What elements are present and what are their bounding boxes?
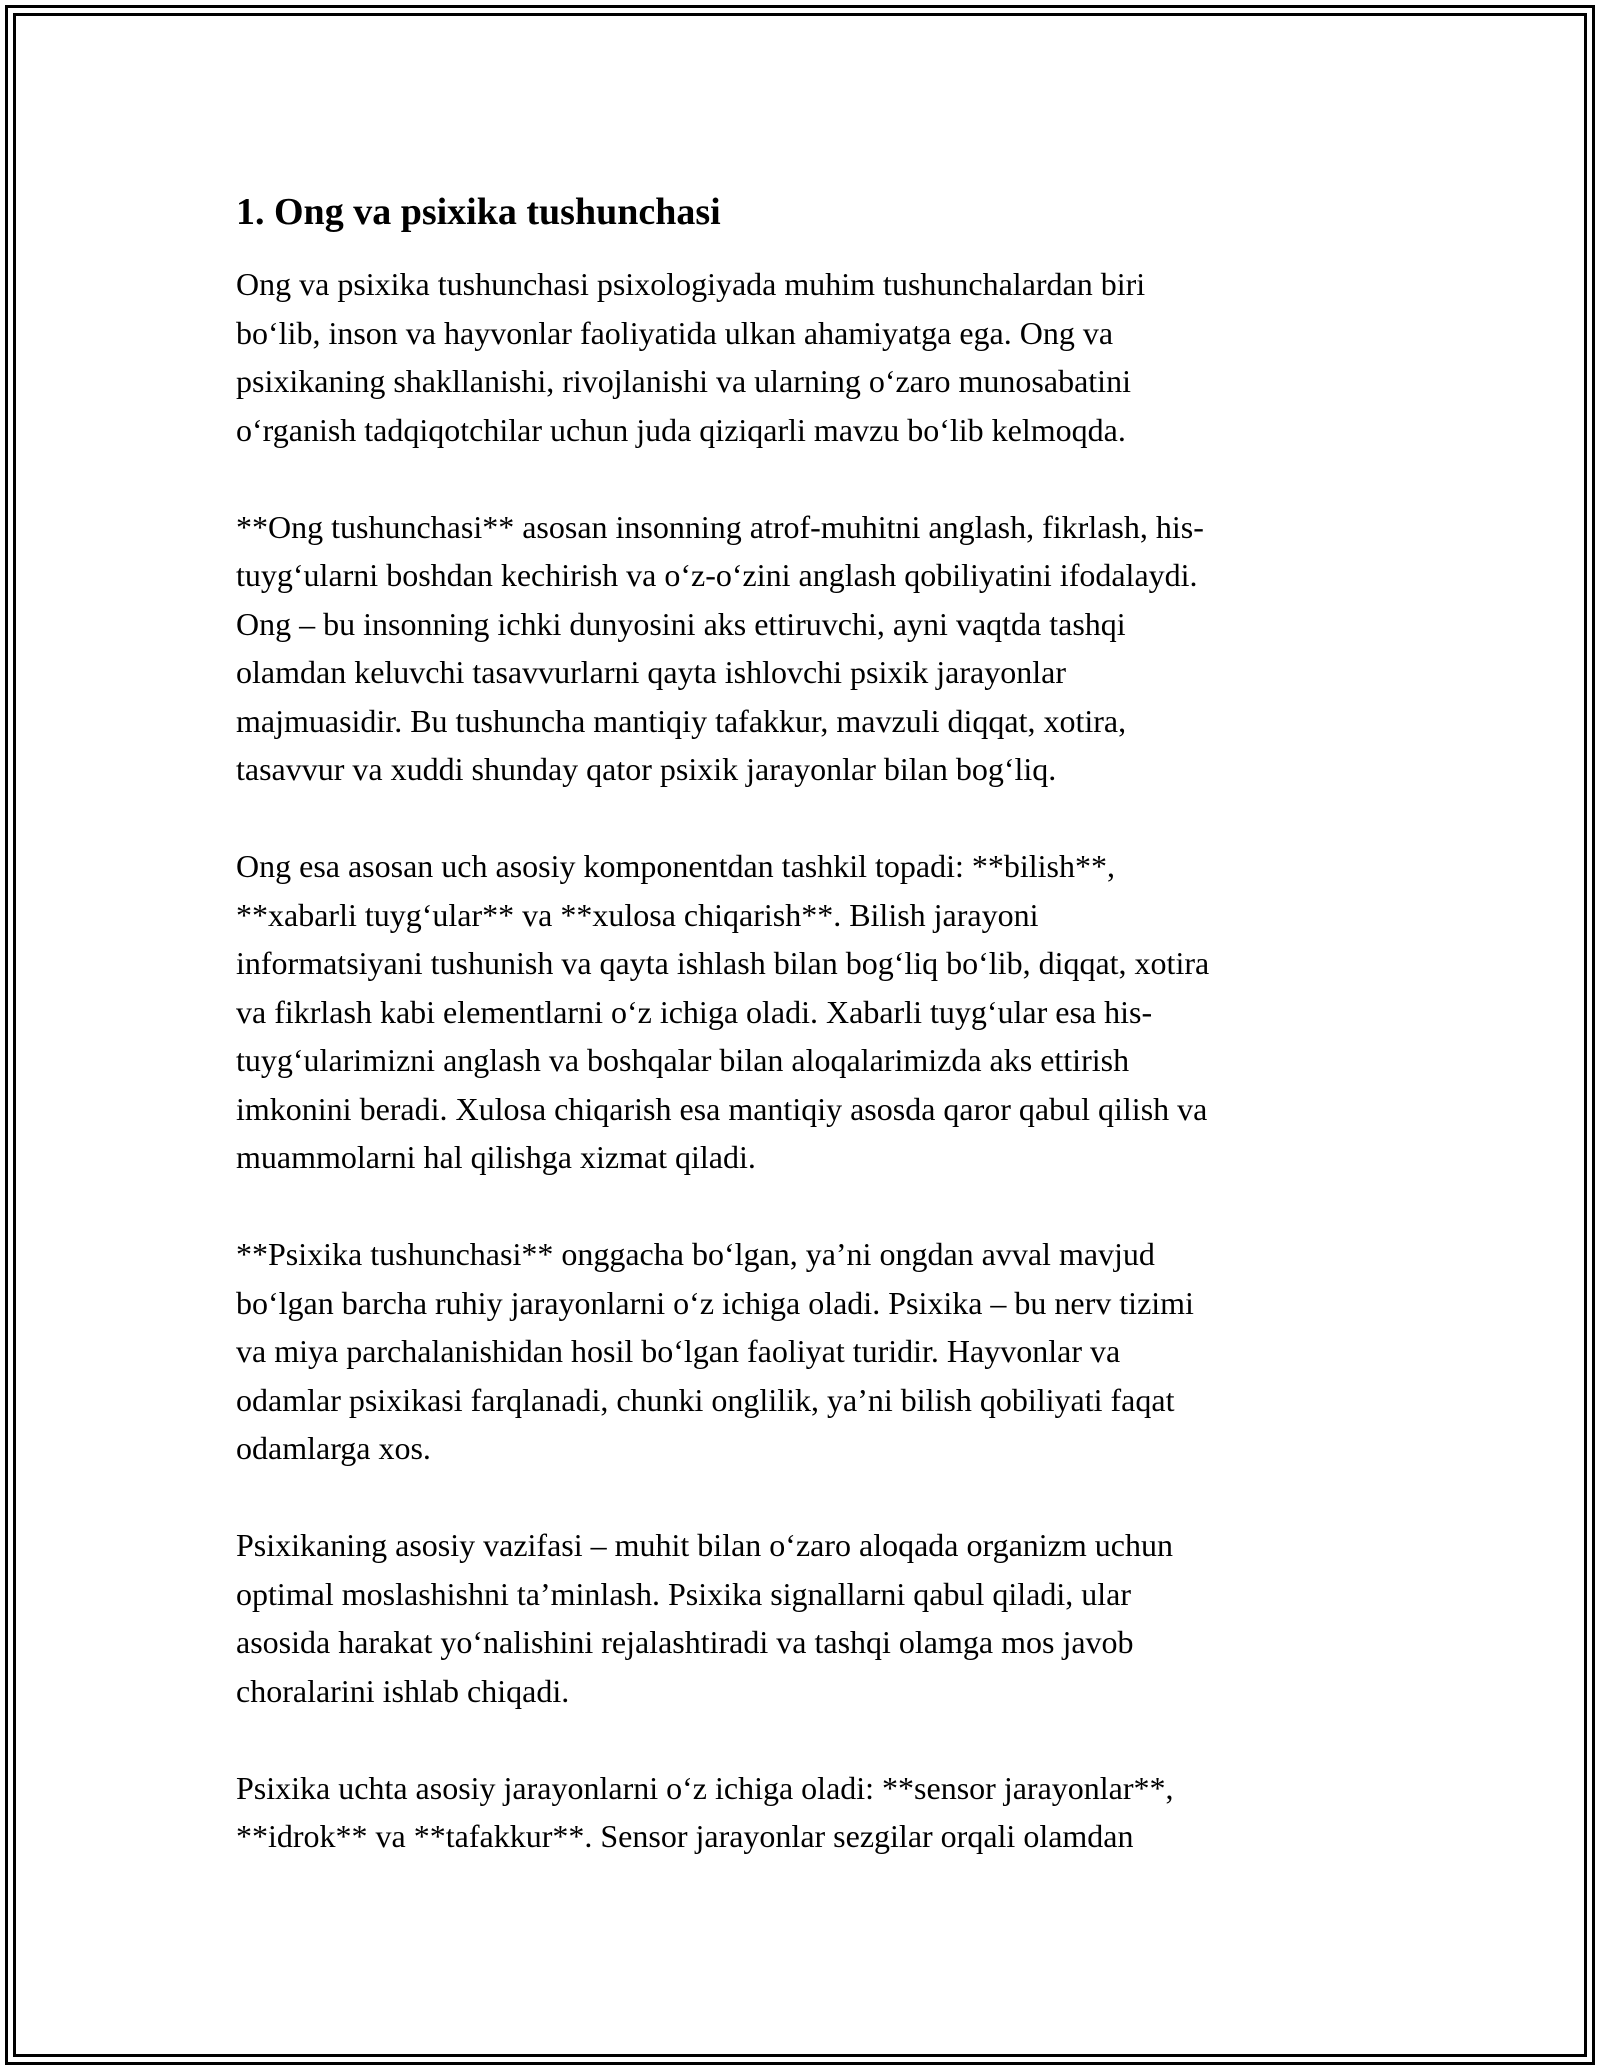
paragraph-ong-komponentlari [236, 842, 1356, 1182]
text-line: bo‘lib, inson va hayvonlar faoliyatida ulkan ahamiyatga ega. Ong va [236, 314, 1114, 351]
text-line: va fikrlash kabi elementlarni o‘z ichiga oladi. Xabarli tuyg‘ular esa his- [236, 993, 1153, 1030]
text-line: odamlar psixikasi farqlanadi, chunki onglilik, ya’ni bilish qobiliyati faqat [236, 1381, 1175, 1418]
text-line: **Ong tushunchasi** asosan insonning atrof-muhitni anglash, fikrlash, his- [236, 508, 1204, 545]
text-line: bo‘lgan barcha ruhiy jarayonlarni o‘z ichiga oladi. Psixika – bu nerv tizimi [236, 1284, 1194, 1321]
text-line: olamdan keluvchi tasavvurlarni qayta ishlovchi psixik jarayonlar [236, 654, 1066, 690]
text-line: psixikaning shakllanishi, rivojlanishi va ularning o‘zaro munosabatini [236, 363, 1131, 399]
text-line: **xabarli tuyg‘ular** va **xulosa chiqarish**. Bilish jarayoni [236, 896, 1039, 933]
text-line: tasavvur va xuddi shunday qator psixik jarayonlar bilan bog‘liq. [236, 751, 1057, 787]
paragraph-psixika-tushunchasi [236, 1230, 1356, 1473]
text-line: optimal moslashishni ta’minlash. Psixika signallarni qabul qiladi, ular [236, 1575, 1131, 1612]
paragraph-psixika-vazifasi [236, 1521, 1356, 1715]
text-line: tuyg‘ularni boshdan kechirish va o‘z-o‘zini anglash qobiliyatini ifodalaydi. [236, 557, 1198, 593]
paragraph-psixika-jarayonlari [236, 1764, 1356, 1861]
text-line: majmuasidir. Bu tushuncha mantiqiy tafakkur, mavzuli diqqat, xotira, [236, 702, 1127, 739]
text-line: Ong esa asosan uch asosiy komponentdan tashkil topadi: **bilish**, [236, 848, 1115, 884]
text-line: choralarini ishlab chiqadi. [236, 1672, 570, 1709]
text-line: o‘rganish tadqiqotchilar uchun juda qiziqarli mavzu bo‘lib kelmoqda. [236, 411, 1126, 448]
text-line: tuyg‘ularimizni anglash va boshqalar bilan aloqalarimizda aks ettirish [236, 1042, 1130, 1078]
document-title: 1. Ong va psixika tushunchasi [236, 191, 721, 233]
text-line: muammolarni hal qilishga xizmat qiladi. [236, 1139, 756, 1175]
text-line: informatsiyani tushunish va qayta ishlash bilan bog‘liq bo‘lib, diqqat, xotira [236, 945, 1210, 981]
text-line: **idrok** va **tafakkur**. Sensor jarayonlar sezgilar orqali olamdan [236, 1818, 1134, 1854]
text-line: **Psixika tushunchasi** onggacha bo‘lgan, ya’ni ongdan avval mavjud [236, 1236, 1155, 1272]
text-line: Psixika uchta asosiy jarayonlarni o‘z ichiga oladi: **sensor jarayonlar**, [236, 1769, 1174, 1806]
paragraph-ong-tushunchasi [236, 503, 1356, 794]
text-line: Ong va psixika tushunchasi psixologiyada muhim tushunchalardan biri [236, 266, 1146, 302]
paragraph-intro [236, 260, 1356, 454]
text-line: asosida harakat yo‘nalishini rejalashtiradi va tashqi olamga mos javob [236, 1624, 1134, 1660]
text-line: imkonini beradi. Xulosa chiqarish esa mantiqiy asosda qaror qabul qilish va [236, 1090, 1208, 1127]
text-line: Ong – bu insonning ichki dunyosini aks ettiruvchi, ayni vaqtda tashqi [236, 605, 1126, 642]
document-body [236, 186, 1356, 1909]
text-line: Psixikaning asosiy vazifasi – muhit bilan o‘zaro aloqada organizm uchun [236, 1527, 1173, 1563]
text-line: odamlarga xos. [236, 1430, 431, 1466]
text-line: va miya parchalanishidan hosil bo‘lgan faoliyat turidir. Hayvonlar va [236, 1333, 1121, 1369]
